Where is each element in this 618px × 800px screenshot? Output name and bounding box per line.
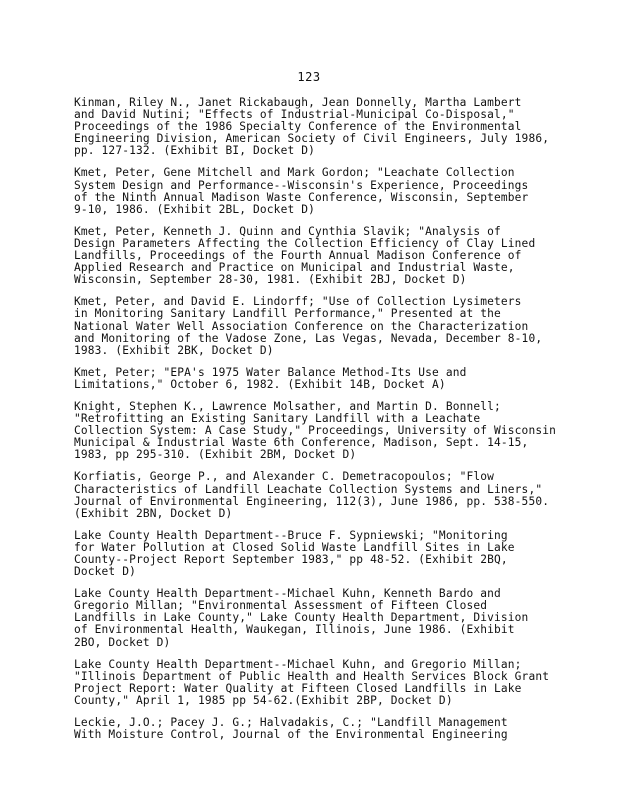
reference-line: Lake County Health Department--Bruce F. Sypniewski; "Monitoring xyxy=(74,528,508,542)
reference-line: Landfills in Lake County," Lake County Health Department, Division xyxy=(74,611,529,625)
reference-entry xyxy=(74,401,558,461)
reference-line: Docket D) xyxy=(74,565,136,579)
reference-list xyxy=(74,97,558,751)
reference-entry xyxy=(74,296,558,356)
page-number: 123 xyxy=(297,70,321,84)
reference-line: With Moisture Control, Journal of the Environmental Engineering xyxy=(74,728,508,742)
reference-line: of Environmental Health, Waukegan, Illinois, June 1986. (Exhibit xyxy=(74,623,515,637)
reference-line: Korfiatis, George P., and Alexander C. Demetracopoulos; "Flow xyxy=(74,470,495,484)
reference-line: County--Project Report September 1983," pp 48-52. (Exhibit 2BQ, xyxy=(74,553,508,566)
reference-entry xyxy=(74,530,558,578)
reference-line: 2BO, Docket D) xyxy=(74,635,171,649)
reference-line: Lake County Health Department--Michael Kuhn, Kenneth Bardo and xyxy=(74,587,501,601)
reference-line: Kmet, Peter, Kenneth J. Quinn and Cynthia Slavik; "Analysis of xyxy=(74,224,501,238)
reference-line: System Design and Performance--Wisconsin's Experience, Proceedings xyxy=(74,178,529,192)
reference-entry xyxy=(74,588,558,648)
reference-entry xyxy=(74,226,558,286)
reference-line: "Illinois Department of Public Health and Health Services Block Grant xyxy=(74,669,550,683)
reference-line: Leckie, J.O.; Pacey J. G.; Halvadakis, C.; "Landfill Management xyxy=(74,716,508,730)
reference-line: Gregorio Millan; "Environmental Assessment of Fifteen Closed xyxy=(74,599,488,613)
reference-line: Proceedings of the 1986 Specialty Conference of the Environmental xyxy=(74,120,522,134)
reference-line: County," April 1, 1985 pp 54-62.(Exhibit 2BP, Docket D) xyxy=(74,693,453,707)
reference-line: National Water Well Association Conference on the Characterization xyxy=(74,319,529,333)
reference-line: of the Ninth Annual Madison Waste Conference, Wisconsin, September xyxy=(74,190,529,204)
reference-entry xyxy=(74,367,558,391)
reference-line: Kmet, Peter, Gene Mitchell and Mark Gordon; "Leachate Collection xyxy=(74,166,515,180)
reference-line: and Monitoring of the Vadose Zone, Las Vegas, Nevada, December 8-10, xyxy=(74,331,543,345)
reference-line: Municipal & Industrial Waste 6th Conference, Madison, Sept. 14-15, xyxy=(74,436,529,450)
reference-line: (Exhibit 2BN, Docket D) xyxy=(74,506,233,520)
reference-line: Journal of Environmental Engineering, 112(3), June 1986, pp. 538-550. xyxy=(74,494,550,508)
reference-line: Characteristics of Landfill Leachate Collection Systems and Liners," xyxy=(74,482,543,496)
reference-line: Design Parameters Affecting the Collection Efficiency of Clay Lined xyxy=(74,236,536,250)
reference-line: Kinman, Riley N., Janet Rickabaugh, Jean Donnelly, Martha Lambert xyxy=(74,96,522,109)
reference-entry xyxy=(74,97,558,157)
reference-line: Landfills, Proceedings of the Fourth Annual Madison Conference of xyxy=(74,249,522,263)
reference-entry xyxy=(74,659,558,707)
reference-entry xyxy=(74,167,558,215)
reference-line: in Monitoring Sanitary Landfill Performance," Presented at the xyxy=(74,307,501,321)
reference-line: pp. 127-132. (Exhibit BI, Docket D) xyxy=(74,144,315,158)
reference-line: Kmet, Peter; "EPA's 1975 Water Balance Method-Its Use and xyxy=(74,365,467,379)
reference-entry xyxy=(74,717,558,741)
reference-line: Wisconsin, September 28-30, 1981. (Exhibit 2BJ, Docket D) xyxy=(74,273,467,287)
reference-line: 1983, pp 295-310. (Exhibit 2BM, Docket D) xyxy=(74,448,357,462)
reference-line: and David Nutini; "Effects of Industrial-Municipal Co-Disposal," xyxy=(74,108,515,122)
reference-line: Engineering Division, American Society of Civil Engineers, July 1986, xyxy=(74,132,550,146)
reference-line: Collection System: A Case Study," Proceedings, University of Wisconsin xyxy=(74,424,556,438)
reference-line: Lake County Health Department--Michael Kuhn, and Gregorio Millan; xyxy=(74,657,522,671)
reference-line: Limitations," October 6, 1982. (Exhibit 14B, Docket A) xyxy=(74,377,446,391)
reference-line: Knight, Stephen K., Lawrence Molsather, and Martin D. Bonnell; xyxy=(74,399,501,413)
reference-line: 1983. (Exhibit 2BK, Docket D) xyxy=(74,343,274,357)
reference-line: Applied Research and Practice on Municipal and Industrial Waste, xyxy=(74,261,515,275)
reference-entry xyxy=(74,471,558,519)
reference-line: Project Report: Water Quality at Fifteen Closed Landfills in Lake xyxy=(74,681,522,695)
reference-line: 9-10, 1986. (Exhibit 2BL, Docket D) xyxy=(74,202,315,216)
reference-line: "Retrofitting an Existing Sanitary Landfill with a Leachate xyxy=(74,412,481,426)
reference-line: for Water Pollution at Closed Solid Waste Landfill Sites in Lake xyxy=(74,540,515,554)
reference-line: Kmet, Peter, and David E. Lindorff; "Use of Collection Lysimeters xyxy=(74,295,522,309)
